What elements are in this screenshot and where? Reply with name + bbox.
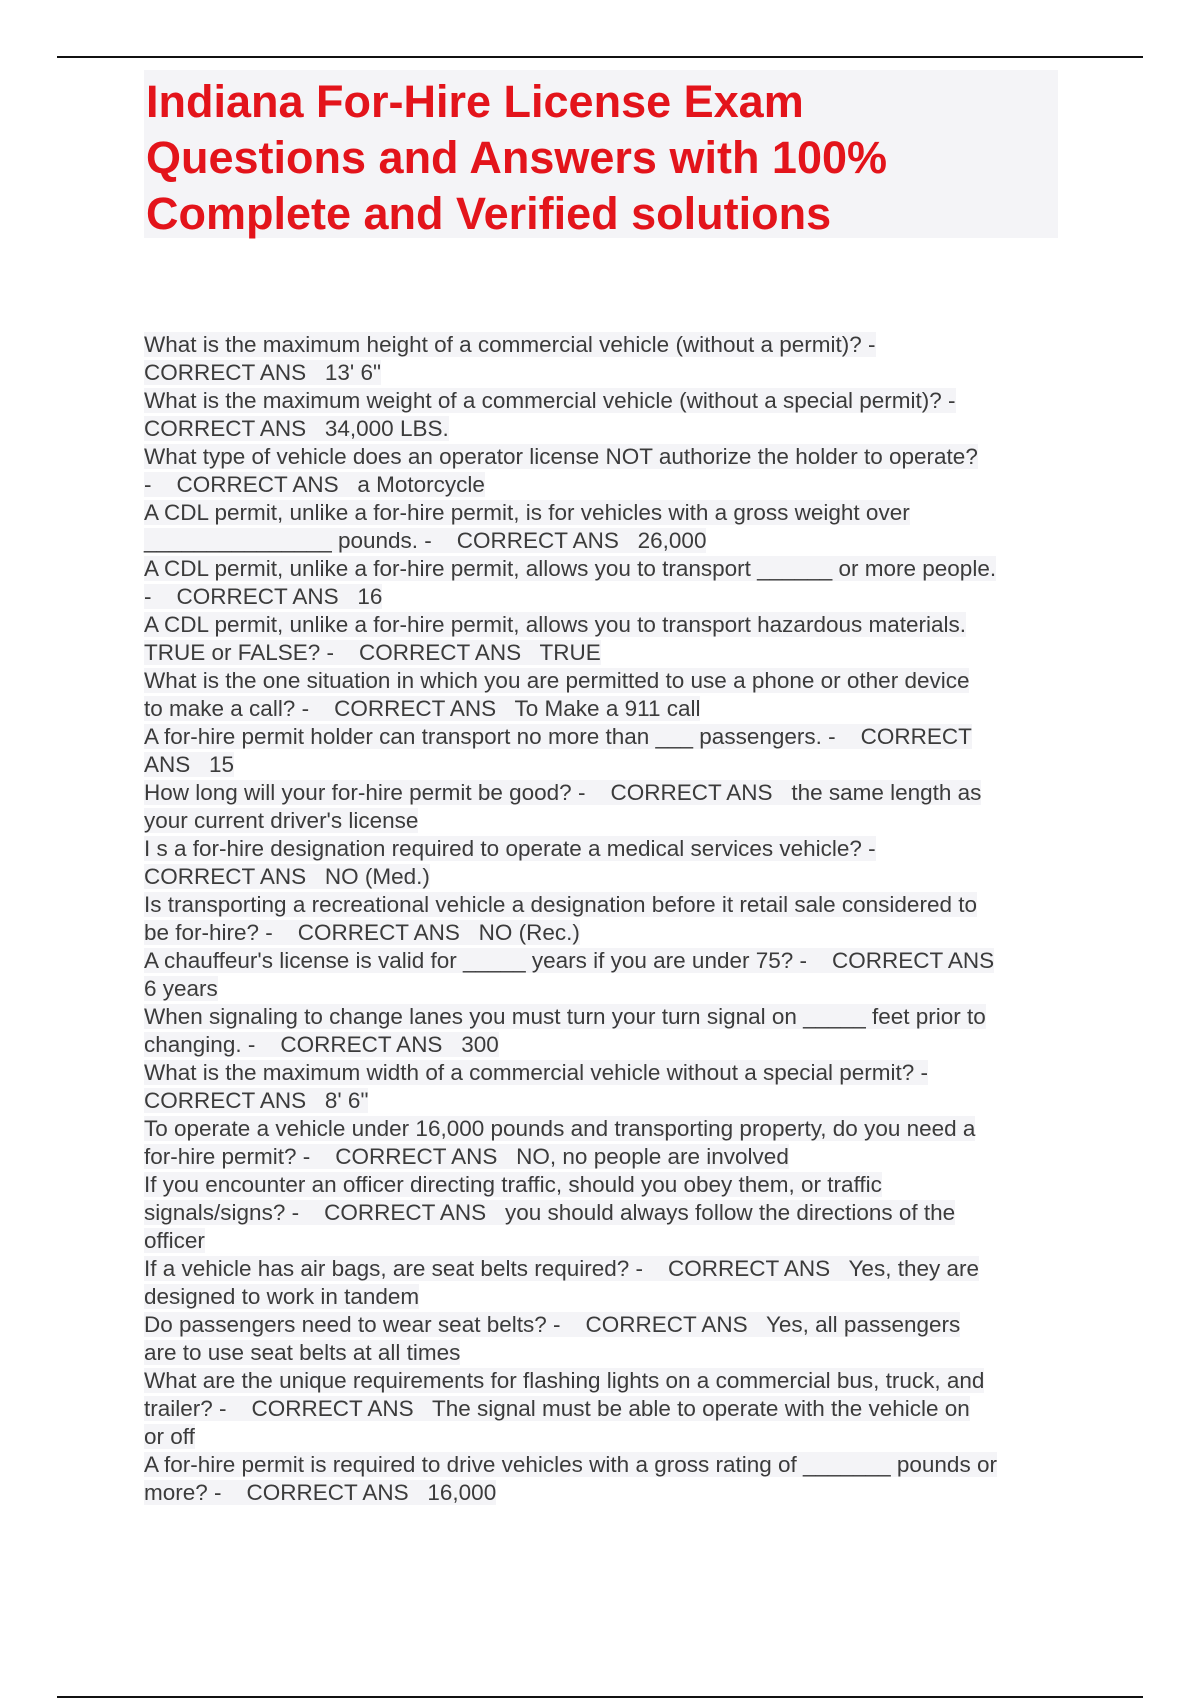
qa-line [144,1451,1064,1479]
qa-line [144,807,1064,835]
qa-line [144,1423,1064,1451]
qa-line-text: are to use seat belts at all times [144,1340,461,1365]
qa-line [144,1227,1064,1255]
qa-line-text: - CORRECT ANS a Motorcycle [144,472,485,497]
qa-line [144,1031,1064,1059]
qa-line [144,1143,1064,1171]
qa-item [144,1115,1064,1171]
title-line: Questions and Answers with 100% [146,132,888,183]
qa-line-text: What is the maximum weight of a commercial vehicle (without a special permit)? - [144,388,956,413]
qa-line-text: CORRECT ANS NO (Med.) [144,864,430,889]
qa-line-text: A CDL permit, unlike a for-hire permit, allows you to transport ______ or more people. [144,556,997,581]
qa-line [144,1003,1064,1031]
qa-line-text: I s a for-hire designation required to operate a medical services vehicle? - [144,836,876,861]
qa-line [144,387,1064,415]
bottom-rule [57,1696,1143,1698]
qa-line [144,639,1064,667]
qa-item [144,1367,1064,1451]
qa-line-text: A chauffeur's license is valid for _____ years if you are under 75? - CORRECT ANS [144,948,995,973]
qa-item [144,331,1064,387]
qa-item [144,611,1064,667]
qa-line-text: be for-hire? - CORRECT ANS NO (Rec.) [144,920,580,945]
qa-item [144,1451,1064,1507]
qa-line [144,1255,1064,1283]
qa-item [144,891,1064,947]
qa-line-text: designed to work in tandem [144,1284,420,1309]
qa-line-text: your current driver's license [144,808,419,833]
qa-line-text: trailer? - CORRECT ANS The signal must be able to operate with the vehicle on [144,1396,970,1421]
qa-line [144,751,1064,779]
qa-line [144,1199,1064,1227]
qa-line [144,611,1064,639]
qa-line [144,1087,1064,1115]
qa-line [144,695,1064,723]
qa-line-text: or off [144,1424,195,1449]
qa-line [144,667,1064,695]
qa-line [144,863,1064,891]
qa-line-text: changing. - CORRECT ANS 300 [144,1032,499,1057]
qa-line-text: signals/signs? - CORRECT ANS you should always follow the directions of the [144,1200,956,1225]
qa-item [144,1171,1064,1255]
qa-line [144,499,1064,527]
qa-line [144,891,1064,919]
qa-line-text: for-hire permit? - CORRECT ANS NO, no people are involved [144,1144,789,1169]
qa-line-text: How long will your for-hire permit be good? - CORRECT ANS the same length as [144,780,982,805]
qa-line [144,947,1064,975]
qa-item [144,443,1064,499]
qa-item [144,387,1064,443]
qa-item [144,947,1064,1003]
qa-line-text: What are the unique requirements for flashing lights on a commercial bus, truck, and [144,1368,985,1393]
qa-item [144,555,1064,611]
qa-line-text: A CDL permit, unlike a for-hire permit, is for vehicles with a gross weight over [144,500,910,525]
qa-line-text: If a vehicle has air bags, are seat belts required? - CORRECT ANS Yes, they are [144,1256,979,1281]
qa-item [144,667,1064,723]
qa-line [144,779,1064,807]
qa-line [144,1367,1064,1395]
qa-item [144,499,1064,555]
qa-line [144,975,1064,1003]
qa-line [144,723,1064,751]
qa-line-text: CORRECT ANS 13' 6" [144,360,381,385]
qa-line-text: If you encounter an officer directing traffic, should you obey them, or traffic [144,1172,882,1197]
qa-line [144,1115,1064,1143]
qa-item [144,779,1064,835]
qa-line [144,1171,1064,1199]
qa-line [144,1479,1064,1507]
qa-line-text: ANS 15 [144,752,235,777]
qa-item [144,1311,1064,1367]
qa-line-text: _______________ pounds. - CORRECT ANS 26,000 [144,528,707,553]
qa-line-text: Do passengers need to wear seat belts? - CORRECT ANS Yes, all passengers [144,1312,961,1337]
title-line: Complete and Verified solutions [146,188,832,239]
qa-line-text: A CDL permit, unlike a for-hire permit, allows you to transport hazardous materials. [144,612,967,637]
qa-line [144,527,1064,555]
qa-line-text: CORRECT ANS 34,000 LBS. [144,416,449,441]
title-block [144,70,1058,238]
qa-line-text: A for-hire permit holder can transport no more than ___ passengers. - CORRECT [144,724,972,749]
qa-item [144,1255,1064,1311]
qa-line-text: A for-hire permit is required to drive vehicles with a gross rating of _______ pounds or [144,1452,997,1477]
qa-line [144,919,1064,947]
qa-line [144,359,1064,387]
qa-line-text: TRUE or FALSE? - CORRECT ANS TRUE [144,640,601,665]
qa-line [144,471,1064,499]
qa-line [144,1339,1064,1367]
qa-line-text: officer [144,1228,205,1253]
qa-line [144,415,1064,443]
qa-line-text: When signaling to change lanes you must turn your turn signal on _____ feet prior to [144,1004,986,1029]
qa-line [144,1059,1064,1087]
qa-line [144,1395,1064,1423]
qa-line-text: CORRECT ANS 8' 6" [144,1088,369,1113]
qa-line [144,835,1064,863]
qa-item [144,723,1064,779]
qa-line-text: to make a call? - CORRECT ANS To Make a 911 call [144,696,701,721]
qa-line [144,555,1064,583]
qa-line-text: more? - CORRECT ANS 16,000 [144,1480,497,1505]
qa-line [144,331,1064,359]
qa-line [144,583,1064,611]
qa-line [144,443,1064,471]
top-rule [57,56,1143,58]
qa-line-text: What is the maximum width of a commercial vehicle without a special permit? - [144,1060,929,1085]
qa-line-text: What is the one situation in which you are permitted to use a phone or other device [144,668,970,693]
qa-line [144,1311,1064,1339]
qa-line [144,1283,1064,1311]
qa-item [144,1059,1064,1115]
qa-line-text: What type of vehicle does an operator license NOT authorize the holder to operate? [144,444,978,469]
qa-line-text: - CORRECT ANS 16 [144,584,383,609]
document-title [146,74,1058,242]
qa-line-text: Is transporting a recreational vehicle a designation before it retail sale considered to [144,892,977,917]
title-line: Indiana For-Hire License Exam [146,76,804,127]
qa-line-text: To operate a vehicle under 16,000 pounds and transporting property, do you need a [144,1116,976,1141]
qa-item [144,1003,1064,1059]
qa-item [144,835,1064,891]
qa-list [144,331,1064,1507]
qa-line-text: 6 years [144,976,218,1001]
qa-line-text: What is the maximum height of a commercial vehicle (without a permit)? - [144,332,876,357]
